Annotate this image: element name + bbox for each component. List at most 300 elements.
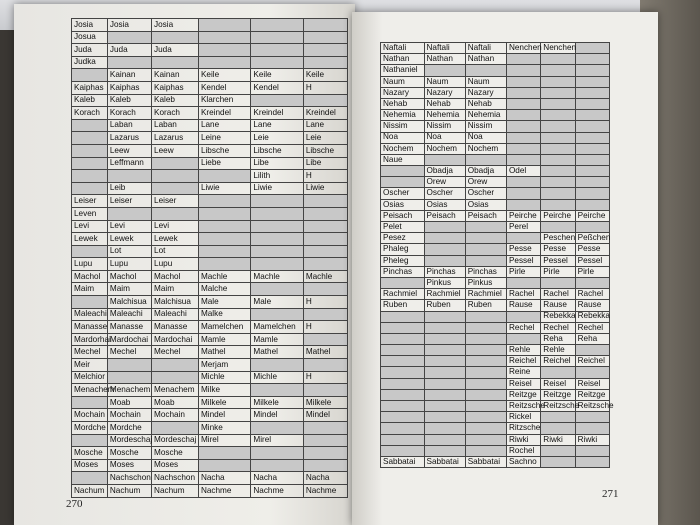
table-row	[381, 43, 610, 54]
table-cell: Reitzge	[541, 389, 575, 400]
table-cell: Menachem	[152, 384, 199, 397]
table-cell	[541, 188, 575, 199]
table-cell: Josia	[152, 19, 199, 32]
table-row	[381, 423, 610, 434]
right-page-number: 271	[602, 488, 619, 500]
table-row	[72, 333, 348, 346]
table-cell	[575, 345, 609, 356]
table-cell	[506, 333, 540, 344]
table-cell: Malke	[198, 308, 250, 321]
table-cell	[424, 311, 465, 322]
table-cell	[251, 94, 303, 107]
table-cell: Peirche	[506, 210, 540, 221]
table-cell	[381, 177, 425, 188]
table-cell: Melchior	[72, 371, 108, 384]
table-cell: H	[303, 371, 347, 384]
table-cell: Lupu	[152, 258, 199, 271]
table-cell	[575, 132, 609, 143]
table-cell	[152, 207, 199, 220]
table-cell: Reichel	[575, 356, 609, 367]
table-row	[72, 371, 348, 384]
table-row	[381, 345, 610, 356]
table-cell: Lane	[303, 119, 347, 132]
table-cell: Mardorhai	[72, 333, 108, 346]
table-cell	[303, 422, 347, 435]
table-cell	[541, 98, 575, 109]
table-cell: Rachmiel	[465, 289, 506, 300]
table-cell: Naftali	[381, 43, 425, 54]
table-cell: Mosche	[152, 447, 199, 460]
table-cell	[107, 207, 151, 220]
table-cell	[381, 367, 425, 378]
table-cell: Mechel	[72, 346, 108, 359]
table-cell	[575, 412, 609, 423]
table-cell: Lilith	[251, 170, 303, 183]
table-cell: Mathel	[303, 346, 347, 359]
table-cell	[251, 220, 303, 233]
table-cell: Rickel	[506, 412, 540, 423]
table-cell	[506, 277, 540, 288]
table-cell	[424, 434, 465, 445]
table-cell: Nissim	[465, 121, 506, 132]
table-cell: Nachme	[251, 484, 303, 497]
table-cell	[251, 233, 303, 246]
table-cell	[541, 445, 575, 456]
table-cell	[541, 65, 575, 76]
table-cell: Lot	[152, 245, 199, 258]
table-cell	[381, 311, 425, 322]
table-cell: Reitzge	[506, 389, 540, 400]
table-cell: Nehab	[381, 98, 425, 109]
table-cell	[575, 423, 609, 434]
table-cell	[424, 222, 465, 233]
table-cell	[152, 422, 199, 435]
table-cell: Libsche	[251, 144, 303, 157]
table-cell: Lane	[251, 119, 303, 132]
table-cell: Liwie	[198, 182, 250, 195]
table-row	[381, 76, 610, 87]
table-cell: Mamle	[251, 333, 303, 346]
table-cell	[465, 255, 506, 266]
table-cell: Mamelchen	[198, 321, 250, 334]
table-cell: Pinchas	[424, 266, 465, 277]
table-cell	[541, 166, 575, 177]
table-cell: Nacha	[251, 472, 303, 485]
table-cell: Nachum	[72, 484, 108, 497]
table-cell: Nehemia	[381, 110, 425, 121]
table-cell: Reitzsche	[506, 401, 540, 412]
table-cell	[575, 65, 609, 76]
table-cell	[303, 434, 347, 447]
table-row	[72, 472, 348, 485]
table-cell: Meir	[72, 359, 108, 372]
table-cell	[575, 456, 609, 467]
table-cell	[424, 356, 465, 367]
table-cell: Kaleb	[152, 94, 199, 107]
table-cell: H	[303, 296, 347, 309]
table-cell: Nachschon	[107, 472, 151, 485]
table-cell: Kaiphas	[72, 81, 108, 94]
table-row	[72, 31, 348, 44]
table-cell	[107, 56, 151, 69]
table-cell	[575, 98, 609, 109]
table-cell: Reitzsche	[575, 401, 609, 412]
table-cell: Pesse	[541, 244, 575, 255]
table-cell: Noa	[465, 132, 506, 143]
table-row	[381, 412, 610, 423]
table-cell	[424, 255, 465, 266]
table-cell: Orew	[465, 177, 506, 188]
table-cell: Nehemia	[424, 110, 465, 121]
table-cell: Obadja	[465, 166, 506, 177]
table-cell: Mechel	[107, 346, 151, 359]
table-cell	[303, 308, 347, 321]
table-cell: Leiser	[72, 195, 108, 208]
table-cell: Ruben	[381, 300, 425, 311]
table-cell: Nazary	[424, 87, 465, 98]
table-cell: Maim	[72, 283, 108, 296]
table-row	[381, 311, 610, 322]
table-cell: Nehemia	[465, 110, 506, 121]
table-cell	[107, 170, 151, 183]
table-cell: Lupu	[72, 258, 108, 271]
table-cell	[152, 170, 199, 183]
table-cell	[541, 277, 575, 288]
table-cell: Naftali	[465, 43, 506, 54]
table-cell: Mordeschaj	[107, 434, 151, 447]
table-cell: Naftali	[424, 43, 465, 54]
table-cell	[198, 447, 250, 460]
table-cell: Riwki	[506, 434, 540, 445]
table-cell: Josua	[72, 31, 108, 44]
table-cell	[575, 222, 609, 233]
table-cell	[303, 359, 347, 372]
table-cell: Pelet	[381, 222, 425, 233]
table-cell	[541, 367, 575, 378]
table-cell	[506, 132, 540, 143]
table-cell	[575, 54, 609, 65]
table-cell	[303, 283, 347, 296]
table-cell	[424, 244, 465, 255]
table-cell: Leie	[303, 132, 347, 145]
table-cell	[575, 199, 609, 210]
table-row	[381, 65, 610, 76]
table-cell	[381, 423, 425, 434]
table-cell	[465, 65, 506, 76]
table-cell: Michle	[198, 371, 250, 384]
table-cell	[303, 207, 347, 220]
table-cell	[506, 110, 540, 121]
table-cell	[465, 356, 506, 367]
table-cell: Rehle	[541, 345, 575, 356]
table-cell: Rochel	[506, 445, 540, 456]
table-cell: Nachme	[303, 484, 347, 497]
table-cell: Lazarus	[152, 132, 199, 145]
table-cell: Maim	[152, 283, 199, 296]
table-row	[381, 166, 610, 177]
table-cell: Leven	[72, 207, 108, 220]
table-cell	[575, 76, 609, 87]
table-cell	[465, 378, 506, 389]
table-cell: Rechel	[506, 322, 540, 333]
table-cell: Rehle	[506, 345, 540, 356]
table-cell	[107, 31, 151, 44]
table-cell: Odel	[506, 166, 540, 177]
table-row	[381, 210, 610, 221]
table-cell	[541, 222, 575, 233]
table-cell: Nathan	[465, 54, 506, 65]
table-cell: Leffmann	[107, 157, 151, 170]
table-cell: Reine	[506, 367, 540, 378]
table-cell	[424, 367, 465, 378]
table-cell	[424, 389, 465, 400]
table-cell: Maim	[107, 283, 151, 296]
table-cell: Pirle	[575, 266, 609, 277]
right-names-table	[380, 42, 614, 468]
table-cell	[72, 170, 108, 183]
left-names-table	[71, 18, 348, 498]
table-cell	[575, 87, 609, 98]
table-cell	[152, 359, 199, 372]
table-cell: Juda	[107, 44, 151, 57]
table-cell: Nenchen	[506, 43, 540, 54]
table-cell: Merjam	[198, 359, 250, 372]
table-cell: Kendel	[251, 81, 303, 94]
table-cell: Mirel	[251, 434, 303, 447]
table-cell	[424, 333, 465, 344]
table-cell: H	[303, 170, 347, 183]
table-cell	[198, 195, 250, 208]
table-cell	[465, 412, 506, 423]
table-cell: Levi	[152, 220, 199, 233]
table-cell: Nachschon	[152, 472, 199, 485]
table-cell	[381, 445, 425, 456]
table-cell: Pesse	[575, 244, 609, 255]
table-cell: Lane	[198, 119, 250, 132]
table-cell	[381, 333, 425, 344]
table-cell: Mirel	[198, 434, 250, 447]
table-cell: Libsche	[303, 144, 347, 157]
table-cell	[251, 384, 303, 397]
table-cell: Nochem	[465, 143, 506, 154]
table-row	[72, 157, 348, 170]
table-row	[72, 195, 348, 208]
table-cell: Machle	[251, 270, 303, 283]
table-cell	[506, 54, 540, 65]
table-cell: Josia	[72, 19, 108, 32]
table-cell	[198, 245, 250, 258]
table-cell: Nehab	[465, 98, 506, 109]
table-cell: Nazary	[381, 87, 425, 98]
table-cell	[152, 56, 199, 69]
table-cell: Machle	[198, 270, 250, 283]
table-cell: Kainan	[107, 69, 151, 82]
table-cell: Kaiphas	[107, 81, 151, 94]
table-row	[72, 170, 348, 183]
table-cell: Judka	[72, 56, 108, 69]
table-cell	[198, 31, 250, 44]
table-cell	[72, 157, 108, 170]
table-cell: Mamle	[198, 333, 250, 346]
table-cell: Pinkus	[465, 277, 506, 288]
table-cell: Pesse	[506, 244, 540, 255]
table-cell: Peisach	[381, 210, 425, 221]
table-row	[381, 154, 610, 165]
right-page	[352, 12, 658, 525]
table-cell: Moab	[107, 396, 151, 409]
table-cell	[303, 220, 347, 233]
table-cell: Osias	[381, 199, 425, 210]
table-cell: Reisel	[506, 378, 540, 389]
table-cell	[152, 182, 199, 195]
table-cell: Lewek	[72, 233, 108, 246]
table-cell: Sabbatai	[381, 456, 425, 467]
table-row	[72, 94, 348, 107]
table-cell: Mochain	[72, 409, 108, 422]
table-cell: Liebe	[198, 157, 250, 170]
table-cell: Peirche	[575, 210, 609, 221]
table-cell	[303, 447, 347, 460]
table-cell: Mosche	[72, 447, 108, 460]
table-cell: Juda	[72, 44, 108, 57]
table-cell: Kaiphas	[152, 81, 199, 94]
table-row	[381, 289, 610, 300]
table-cell: Rachel	[575, 289, 609, 300]
table-cell: Rechel	[575, 322, 609, 333]
table-cell: Milkele	[198, 396, 250, 409]
table-cell	[506, 76, 540, 87]
table-cell: Riwki	[541, 434, 575, 445]
table-cell: Malche	[198, 283, 250, 296]
table-cell	[506, 199, 540, 210]
table-cell	[575, 166, 609, 177]
table-cell: Korach	[107, 107, 151, 120]
table-cell	[506, 188, 540, 199]
table-cell: Manasse	[107, 321, 151, 334]
table-row	[381, 356, 610, 367]
table-cell: Libe	[251, 157, 303, 170]
table-cell: Mindel	[303, 409, 347, 422]
table-cell: Lewek	[107, 233, 151, 246]
table-row	[381, 121, 610, 132]
table-cell: Leew	[107, 144, 151, 157]
table-row	[72, 447, 348, 460]
table-row	[72, 434, 348, 447]
table-cell: Reisel	[541, 378, 575, 389]
table-row	[72, 44, 348, 57]
table-row	[381, 389, 610, 400]
table-cell: Mordche	[72, 422, 108, 435]
table-cell: Liwie	[303, 182, 347, 195]
table-cell: Pinchas	[381, 266, 425, 277]
table-cell: Male	[198, 296, 250, 309]
table-cell	[575, 43, 609, 54]
table-cell	[541, 87, 575, 98]
table-row	[381, 300, 610, 311]
table-cell: Sachno	[506, 456, 540, 467]
table-cell: Michle	[251, 371, 303, 384]
table-cell	[381, 166, 425, 177]
table-cell: Kainan	[152, 69, 199, 82]
table-cell: Noa	[424, 132, 465, 143]
table-cell	[303, 195, 347, 208]
table-cell	[465, 445, 506, 456]
table-row	[72, 56, 348, 69]
table-cell: Mechel	[152, 346, 199, 359]
table-row	[381, 222, 610, 233]
table-cell: Milke	[198, 384, 250, 397]
table-cell	[575, 143, 609, 154]
table-cell: Mardochai	[152, 333, 199, 346]
table-cell: Leew	[152, 144, 199, 157]
table-row	[72, 308, 348, 321]
table-cell: Reitzge	[575, 389, 609, 400]
table-cell: Kendel	[198, 81, 250, 94]
table-cell	[198, 258, 250, 271]
table-cell: Rebekka	[575, 311, 609, 322]
table-cell: Sabbatai	[465, 456, 506, 467]
table-cell: Menachem	[72, 384, 108, 397]
table-cell: Kreindel	[251, 107, 303, 120]
table-cell: Machol	[72, 270, 108, 283]
table-row	[72, 144, 348, 157]
table-cell	[381, 434, 425, 445]
table-cell	[424, 412, 465, 423]
table-row	[72, 296, 348, 309]
table-cell	[575, 188, 609, 199]
table-cell: Nenchen	[541, 43, 575, 54]
table-cell: Josia	[107, 19, 151, 32]
table-cell: Mordeschaj	[152, 434, 199, 447]
table-cell: Peßchen	[575, 233, 609, 244]
table-row	[72, 346, 348, 359]
table-cell: Leiser	[152, 195, 199, 208]
table-cell	[251, 31, 303, 44]
table-cell	[381, 356, 425, 367]
table-cell	[465, 154, 506, 165]
table-cell	[465, 345, 506, 356]
table-cell	[506, 177, 540, 188]
table-cell: Menachem	[107, 384, 151, 397]
table-cell	[198, 44, 250, 57]
table-row	[381, 367, 610, 378]
table-cell: Machol	[107, 270, 151, 283]
table-cell: Reisel	[575, 378, 609, 389]
table-cell: Rause	[575, 300, 609, 311]
table-cell: Mordche	[107, 422, 151, 435]
table-cell	[424, 233, 465, 244]
table-cell	[198, 459, 250, 472]
table-cell	[251, 258, 303, 271]
table-cell: Nachum	[107, 484, 151, 497]
table-cell	[303, 56, 347, 69]
table-cell	[465, 423, 506, 434]
table-cell	[541, 199, 575, 210]
table-row	[72, 182, 348, 195]
table-cell	[198, 220, 250, 233]
table-cell: Nochem	[424, 143, 465, 154]
table-row	[381, 333, 610, 344]
table-cell: Nissim	[381, 121, 425, 132]
table-cell	[541, 154, 575, 165]
table-cell	[575, 177, 609, 188]
table-cell	[251, 447, 303, 460]
table-cell	[303, 44, 347, 57]
table-cell	[251, 195, 303, 208]
table-row	[72, 132, 348, 145]
table-cell: Nachme	[198, 484, 250, 497]
table-cell: Nathan	[424, 54, 465, 65]
